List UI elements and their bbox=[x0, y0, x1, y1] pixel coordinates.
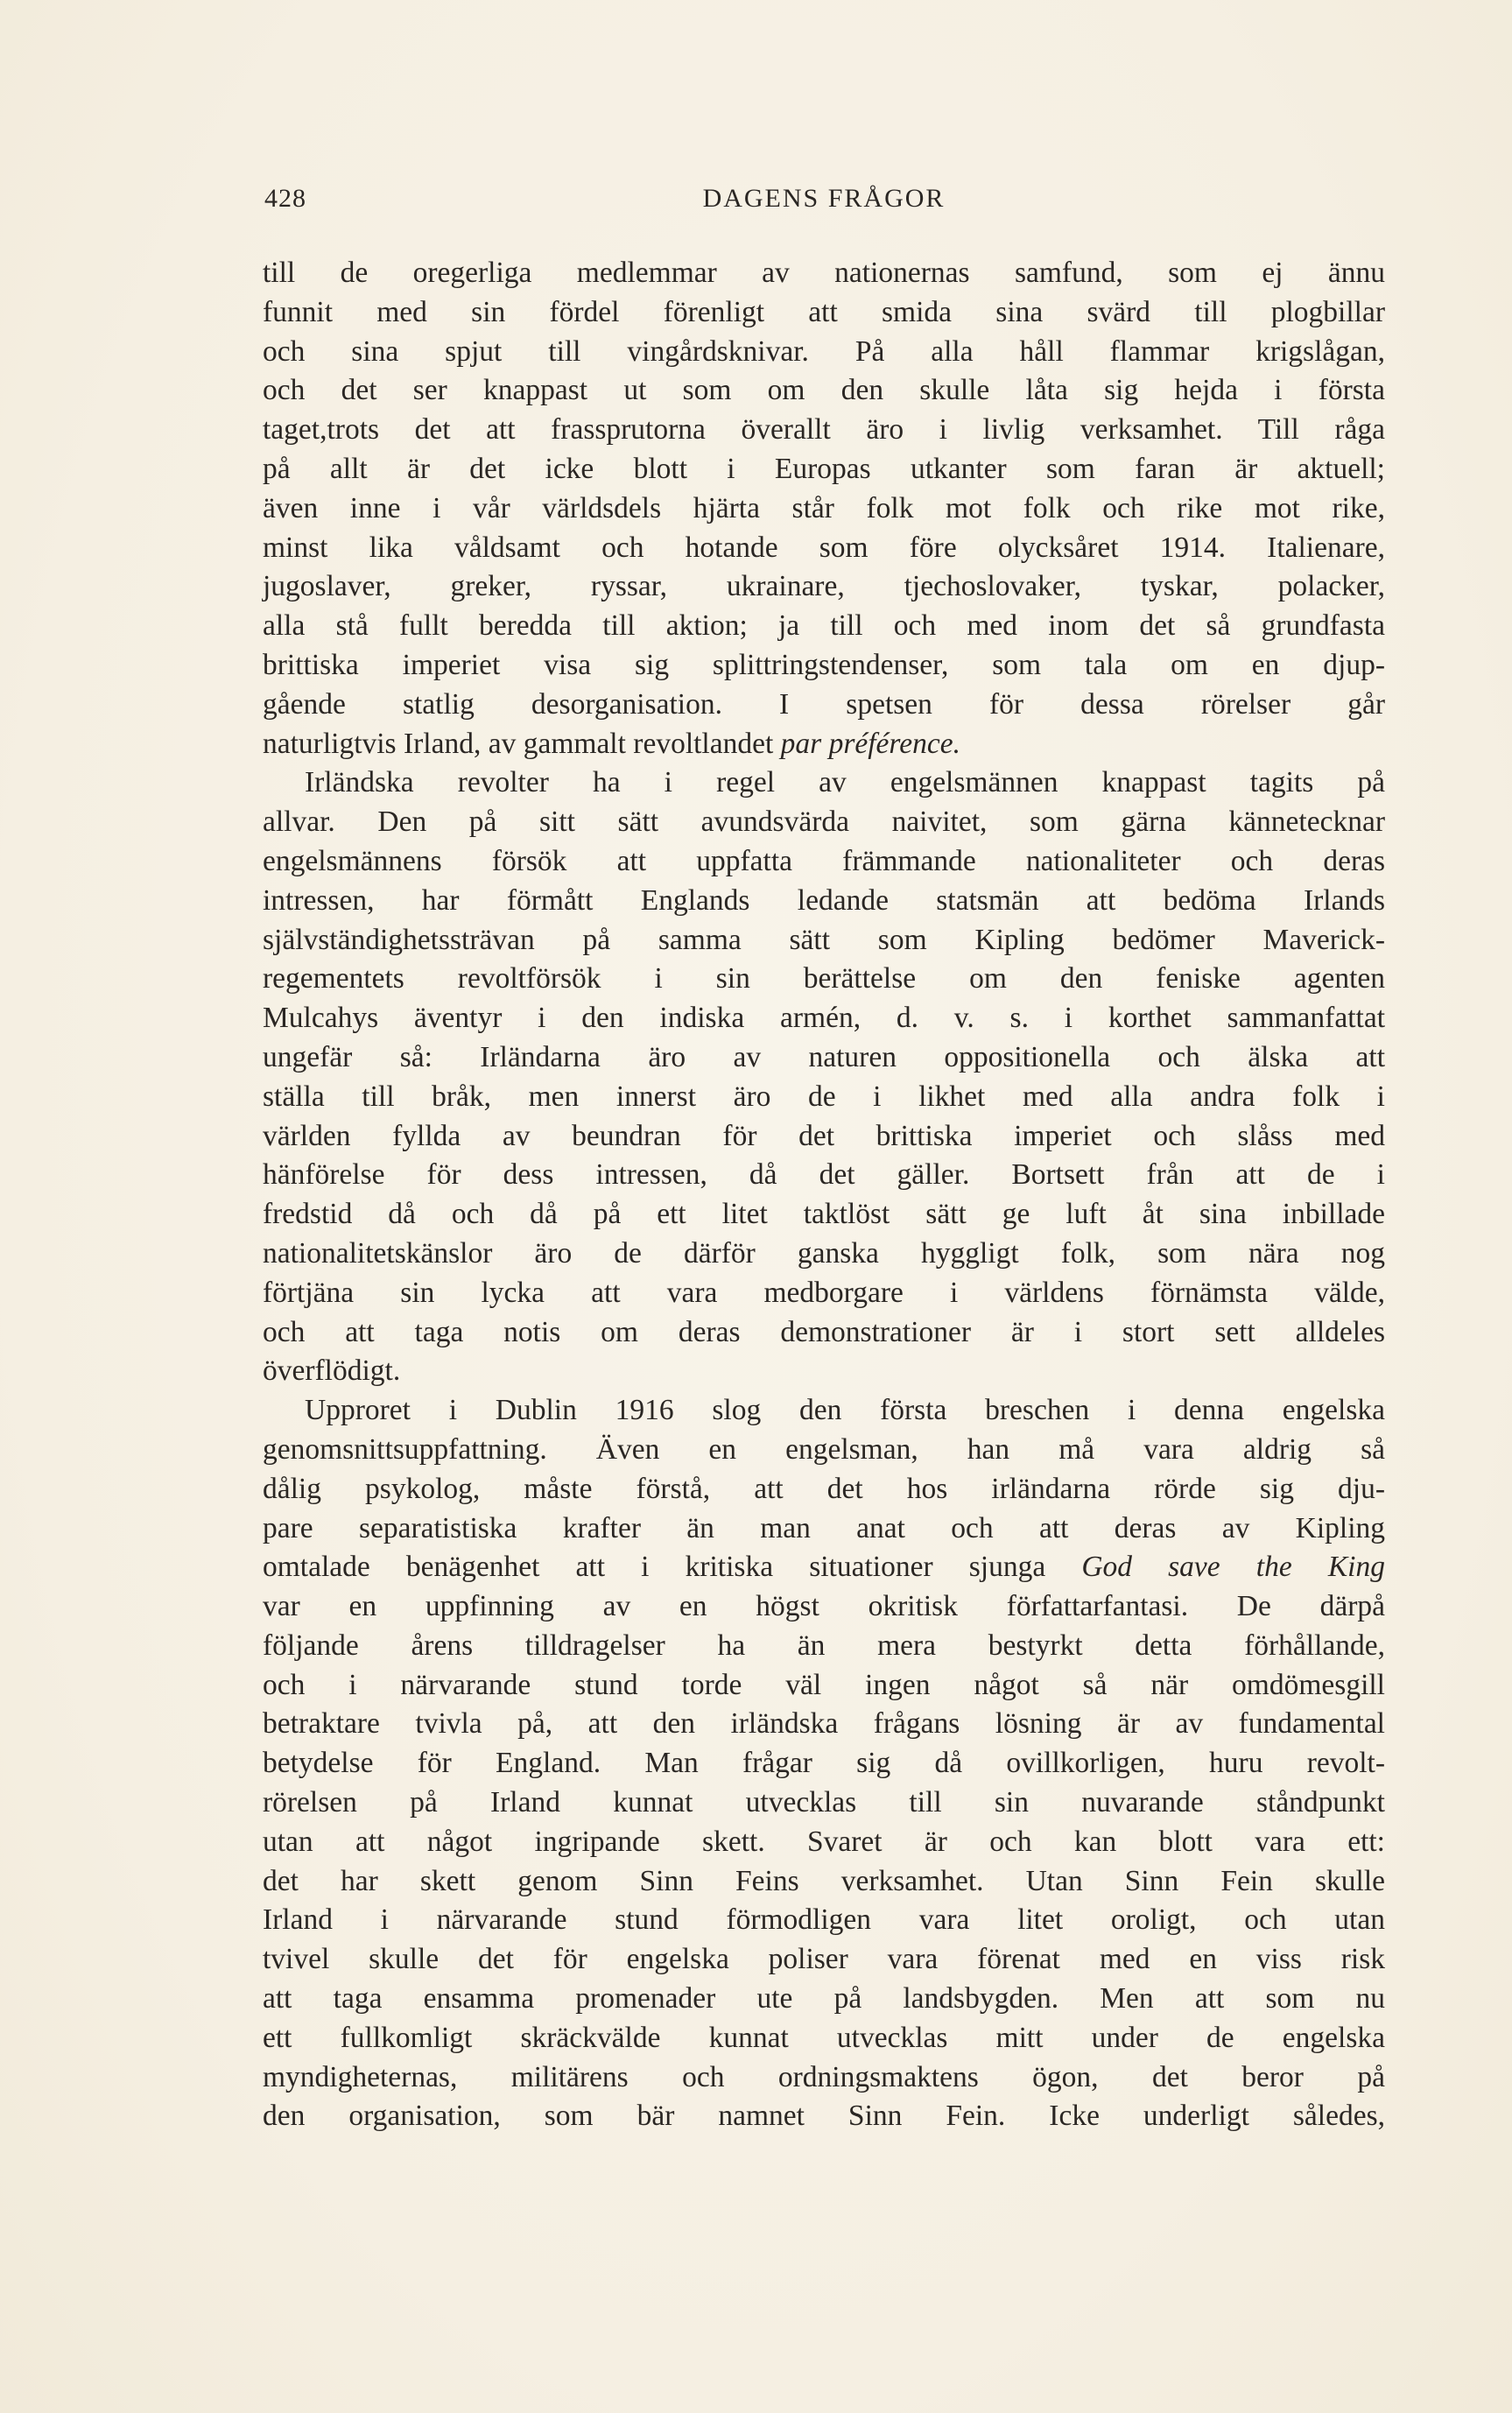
text-line-content: på allt är det icke blott i Europas utkanter som faran är aktuell; bbox=[263, 452, 1385, 485]
text-line bbox=[263, 2097, 1385, 2136]
text-line-content: Upproret i Dublin 1916 slog den första breschen i denna engelska bbox=[305, 1394, 1385, 1427]
text-line-content: Irländska revolter ha i regel av engelsmännen knappast tagits på bbox=[305, 766, 1385, 799]
text-line-content: Mulcahys äventyr i den indiska armén, d. v. s. i korthet sammanfattat bbox=[263, 1002, 1385, 1035]
text-line bbox=[263, 646, 1385, 686]
text-line bbox=[263, 1862, 1385, 1902]
text-line-content: dålig psykolog, måste förstå, att det hos irländarna rörde sig dju- bbox=[263, 1472, 1385, 1505]
text-line bbox=[263, 1195, 1385, 1235]
text-line bbox=[263, 882, 1385, 921]
text-line bbox=[263, 1940, 1385, 1980]
text-line bbox=[263, 842, 1385, 882]
text-line bbox=[263, 333, 1385, 372]
text-line-content: överflödigt. bbox=[263, 1354, 401, 1388]
italic-phrase: God save the King bbox=[1081, 1551, 1385, 1584]
text-line-content: förtjäna sin lycka att vara medborgare i världens förnämsta välde, bbox=[263, 1276, 1385, 1309]
text-line-content: genomsnittsuppfattning. Även en engelsman, han må vara aldrig så bbox=[263, 1432, 1385, 1466]
text-line-content: följande årens tilldragelser ha än mera bestyrkt detta förhållande, bbox=[263, 1629, 1385, 1662]
text-line bbox=[263, 2019, 1385, 2058]
text-line-content: myndigheternas, militärens och ordningsmaktens ögon, det beror på bbox=[263, 2060, 1385, 2093]
text-line bbox=[263, 450, 1385, 489]
text-line-content: hänförelse för dess intressen, då det gäller. Bortsett från att de i bbox=[263, 1158, 1385, 1192]
text-line bbox=[263, 567, 1385, 607]
text-line bbox=[263, 999, 1385, 1038]
text-line bbox=[263, 293, 1385, 333]
text-line bbox=[263, 1666, 1385, 1706]
running-title: DAGENS FRÅGOR bbox=[702, 184, 946, 213]
text-line-content: Irland i närvarande stund förmodligen vara litet oroligt, och utan bbox=[263, 1903, 1385, 1937]
text-line-content: tvivel skulle det för engelska poliser vara förenat med en viss risk bbox=[263, 1943, 1385, 1976]
text-line-content: utan att något ingripande skett. Svaret är och kan blott vara ett: bbox=[263, 1825, 1385, 1858]
text-line-content: fredstid då och då på ett litet taktlöst sätt ge luft åt sina inbillade bbox=[263, 1198, 1385, 1231]
text-line bbox=[263, 921, 1385, 960]
text-line-content: var en uppfinning av en högst okritisk författarfantasi. De därpå bbox=[263, 1590, 1385, 1623]
text-line-content: och det ser knappast ut som om den skulle låta sig hejda i första bbox=[263, 374, 1385, 407]
text-line bbox=[263, 1705, 1385, 1744]
text-line-content: minst lika våldsamt och hotande som före olycksåret 1914. Italienare, bbox=[263, 531, 1385, 564]
text-line-content: och i närvarande stund torde väl ingen något så när omdömesgill bbox=[263, 1668, 1385, 1701]
text-line bbox=[263, 1509, 1385, 1549]
text-line-content: brittiska imperiet visa sig splittringstendenser, som tala om en djup- bbox=[263, 648, 1385, 681]
text-line-content: taget,trots det att frassprutorna överallt äro i livlig verksamhet. Till råga bbox=[263, 413, 1385, 447]
text-line bbox=[263, 1548, 1385, 1587]
text-line-content: pare separatistiska krafter än man anat och att deras av Kipling bbox=[263, 1511, 1385, 1544]
text-line-content: engelsmännens försök att uppfatta främmande nationaliteter och deras bbox=[263, 844, 1385, 877]
text-line bbox=[263, 763, 1385, 803]
text-line bbox=[263, 607, 1385, 646]
text-line-content: ungefär så: Irländarna äro av naturen oppositionella och älska att bbox=[263, 1040, 1385, 1073]
text-line bbox=[263, 1823, 1385, 1862]
text-line bbox=[263, 254, 1385, 293]
text-line-content: att taga ensamma promenader ute på landsbygden. Men att som nu bbox=[263, 1982, 1385, 2016]
text-line-content: naturligtvis Irland, av gammalt revoltlandet bbox=[263, 727, 781, 760]
text-line-content: det har skett genom Sinn Feins verksamhet. Utan Sinn Fein skulle bbox=[263, 1864, 1385, 1897]
text-line-content: och att taga notis om deras demonstrationer är i stort sett alldeles bbox=[263, 1315, 1385, 1348]
text-line-content: världen fyllda av beundran för det brittiska imperiet och slåss med bbox=[263, 1119, 1385, 1152]
text-line-content: jugoslaver, greker, ryssar, ukrainare, tjechoslovaker, tyskar, polacker, bbox=[263, 570, 1385, 603]
text-line-content: regementets revoltförsök i sin berättelse om den feniske agenten bbox=[263, 962, 1385, 995]
text-line bbox=[263, 1783, 1385, 1823]
text-line-content: intressen, har förmått Englands ledande statsmän att bedöma Irlands bbox=[263, 883, 1385, 917]
text-line bbox=[263, 1627, 1385, 1666]
italic-phrase: par préférence. bbox=[780, 727, 960, 760]
text-line-content: och sina spjut till vingårdsknivar. På alla håll flammar krigslågan, bbox=[263, 334, 1385, 368]
text-line bbox=[263, 1117, 1385, 1157]
text-line-content: alla stå fullt beredda till aktion; ja till och med inom det så grundfasta bbox=[263, 609, 1385, 643]
text-line-content: även inne i vår världsdels hjärta står folk mot folk och rike mot rike, bbox=[263, 491, 1385, 524]
text-line-content: allvar. Den på sitt sätt avundsvärda naivitet, som gärna kännetecknar bbox=[263, 806, 1385, 839]
text-line bbox=[263, 371, 1385, 411]
text-line-content: nationalitetskänslor äro de därför ganska hyggligt folk, som nära nog bbox=[263, 1236, 1385, 1270]
text-line bbox=[263, 1431, 1385, 1470]
text-line bbox=[263, 1744, 1385, 1783]
text-line bbox=[263, 960, 1385, 999]
text-line bbox=[263, 1078, 1385, 1117]
text-line bbox=[263, 725, 1385, 764]
text-line bbox=[263, 2058, 1385, 2098]
text-line-content: den organisation, som bär namnet Sinn Fein. Icke underligt således, bbox=[263, 2100, 1385, 2133]
text-line bbox=[263, 1235, 1385, 1274]
text-line bbox=[263, 1980, 1385, 2019]
text-line-content: omtalade benägenhet att i kritiska situationer sjunga bbox=[263, 1551, 1082, 1584]
text-line bbox=[263, 1587, 1385, 1627]
text-line-content: gående statlig desorganisation. I spetsen för dessa rörelser går bbox=[263, 687, 1385, 721]
text-line-content: ställa till bråk, men innerst äro de i likhet med alla andra folk i bbox=[263, 1080, 1385, 1113]
text-line bbox=[263, 529, 1385, 568]
text-line-content: ett fullkomligt skräckvälde kunnat utvecklas mitt under de engelska bbox=[263, 2021, 1385, 2054]
body-text bbox=[263, 254, 1385, 2136]
text-line-content: betraktare tvivla på, att den irländska frågans lösning är av fundamental bbox=[263, 1707, 1385, 1741]
text-line bbox=[263, 1274, 1385, 1313]
page-number: 428 bbox=[264, 184, 306, 213]
text-line bbox=[263, 686, 1385, 725]
text-line bbox=[263, 1352, 1385, 1391]
text-line-content: betydelse för England. Man frågar sig då ovillkorligen, huru revolt- bbox=[263, 1747, 1385, 1780]
text-line-content: funnit med sin fördel förenligt att smida sina svärd till plogbillar bbox=[263, 295, 1385, 328]
text-line bbox=[263, 1313, 1385, 1353]
page-header bbox=[264, 184, 1383, 219]
text-line bbox=[263, 489, 1385, 529]
text-line bbox=[263, 1901, 1385, 1940]
text-line bbox=[263, 1391, 1385, 1431]
text-line-content: självständighetssträvan på samma sätt som Kipling bedömer Maverick- bbox=[263, 923, 1385, 956]
text-line bbox=[263, 1156, 1385, 1195]
text-line bbox=[263, 411, 1385, 450]
text-line-content: rörelsen på Irland kunnat utvecklas till sin nuvarande ståndpunkt bbox=[263, 1786, 1385, 1819]
text-line bbox=[263, 1470, 1385, 1509]
text-line-content: till de oregerliga medlemmar av nationernas samfund, som ej ännu bbox=[263, 257, 1385, 289]
text-line bbox=[263, 1038, 1385, 1078]
text-line bbox=[263, 803, 1385, 842]
